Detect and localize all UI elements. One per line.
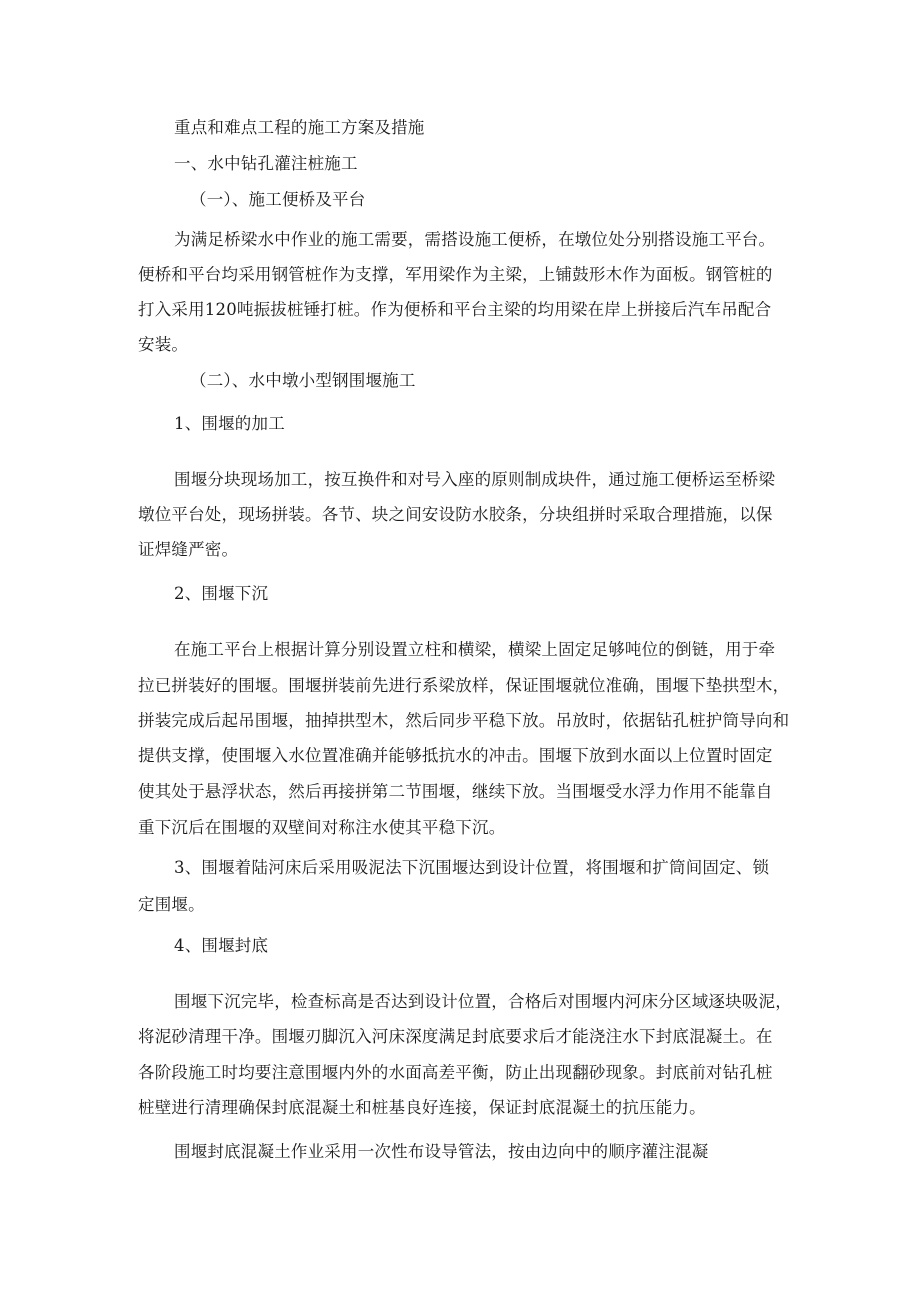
document-title: 重点和难点工程的施工方案及措施	[174, 118, 425, 137]
paragraph-line: 拼装完成后起吊围堰，抽掉拱型木，然后同步平稳下放。吊放时，依据钻孔桩护筒导向和	[138, 711, 790, 730]
paragraph-line: 墩位平台处，现场拼装。各节、块之间安设防水胶条，分块组拼时采取合理措施，以保	[138, 505, 773, 524]
paragraph-line: 将泥砂清理干净。围堰刃脚沉入河床深度满足封底要求后才能浇注水下封底混凝土。在	[138, 1027, 773, 1046]
paragraph-line: 打入采用120吨振拔桩锤打桩。作为便桥和平台主梁的均用梁在岸上拼接后汽车吊配合	[138, 300, 772, 319]
paragraph-line: 提供支撑，使围堰入水位置准确并能够抵抗水的冲击。围堰下放到水面以上位置时固定	[138, 746, 773, 765]
paragraph-line: 使其处于悬浮状态，然后再接拼第二节围堰，继续下放。当围堰受水浮力作用不能靠自	[138, 782, 773, 801]
paragraph-line: 为满足桥梁水中作业的施工需要，需搭设施工便桥，在墩位处分别搭设施工平台。	[174, 230, 776, 249]
paragraph-line: 重下沉后在围堰的双壁间对称注水使其平稳下沉。	[138, 818, 506, 837]
subsection-heading: （一）、施工便桥及平台	[190, 190, 366, 209]
paragraph-line: 在施工平台上根据计算分别设置立柱和横梁，横梁上固定足够吨位的倒链，用于牵	[174, 640, 776, 659]
paragraph-line: 拉已拼装好的围堰。围堰拼装前先进行系梁放样，保证围堰就位准确，围堰下垫拱型木，	[138, 676, 790, 695]
paragraph-line: 桩壁进行清理确保封底混凝土和桩基良好连接，保证封底混凝土的抗压能力。	[138, 1098, 706, 1117]
paragraph-line: 围堰下沉完毕，检查标高是否达到设计位置，合格后对围堰内河床分区域逐块吸泥，	[174, 992, 792, 1011]
item-heading: 2、围堰下沉	[174, 584, 269, 603]
paragraph-line: 围堰封底混凝土作业采用一次性布设导管法，按由边向中的顺序灌注混凝	[174, 1142, 709, 1161]
paragraph-line: 各阶段施工时均要注意围堰内外的水面高差平衡，防止出现翻砂现象。封底前对钻孔桩	[138, 1063, 773, 1082]
item-heading: 1、围堰的加工	[174, 414, 285, 433]
paragraph-line: 安装。	[138, 335, 189, 354]
paragraph-line: 3、围堰着陆河床后采用吸泥法下沉围堰达到设计位置，将围堰和扩筒间固定、锁	[174, 858, 770, 877]
section-heading: 一、水中钻孔灌注桩施工	[174, 154, 358, 173]
item-heading: 4、围堰封底	[174, 936, 269, 955]
subsection-heading: （二）、水中墩小型钢围堰施工	[190, 371, 416, 390]
paragraph-line: 定围堰。	[138, 895, 205, 914]
paragraph-line: 便桥和平台均采用钢管桩作为支撑，军用梁作为主梁，上铺鼓形木作为面板。钢管桩的	[138, 265, 773, 284]
paragraph-line: 证焊缝严密。	[138, 540, 239, 559]
paragraph-line: 围堰分块现场加工，按互换件和对号入座的原则制成块件，通过施工便桥运至桥梁	[174, 470, 776, 489]
